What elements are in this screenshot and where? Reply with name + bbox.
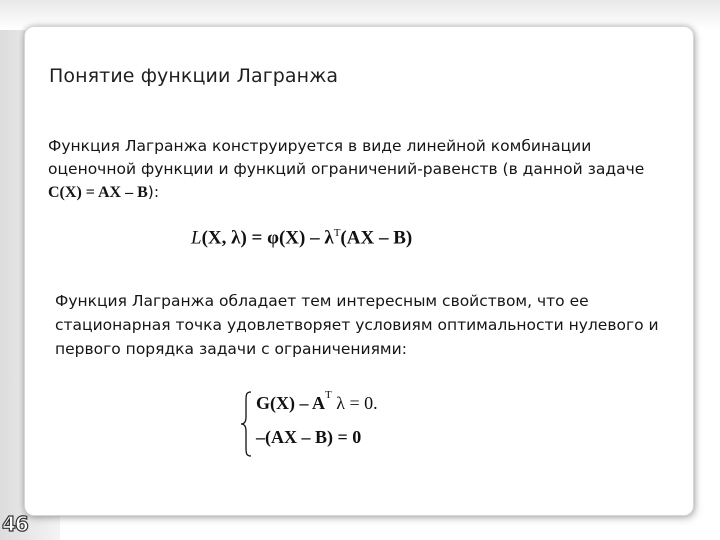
system-row-1-right: λ = 0. (336, 393, 378, 413)
system-row-2 (256, 427, 361, 448)
system-row-1-sup: T (325, 389, 332, 401)
paragraph-line: Функция Лагранжа конструируется в виде линейной комбинации (48, 137, 592, 155)
optimality-conditions-system (240, 389, 460, 461)
paragraph-stationary-point (55, 289, 695, 361)
system-row-1 (256, 389, 378, 414)
formula-tail: (AX – B) (340, 227, 413, 249)
paragraph-line: стационарная точка удовлетворяет условиям оптимальности нулевого и (55, 316, 659, 334)
system-row-1-left: G(X) – A (256, 393, 325, 413)
paragraph-line-with-math (48, 181, 688, 204)
slide-card (24, 26, 694, 516)
paragraph-line: оценочной функции и функций ограничений-равенств (в данной задаче (48, 160, 645, 178)
paragraph-line: первого порядка задачи с ограничениями: (55, 340, 407, 358)
formula-args: (X, λ) = φ(X) – λ (201, 227, 334, 249)
slide-title: Понятие функции Лагранжа (49, 65, 339, 87)
paragraph-definition (48, 135, 688, 204)
paragraph-line-tail: ): (147, 183, 160, 201)
left-brace-icon (240, 391, 252, 457)
inline-constraint-formula: C(X) = AX – B (48, 184, 148, 201)
paragraph-line: Функция Лагранжа обладает тем интересным свойством, что ее (55, 292, 589, 310)
lagrange-function-formula (191, 227, 412, 249)
formula-transpose-sup: T (333, 227, 341, 239)
formula-L: L (191, 227, 202, 249)
system-row-2-expr: –(AX – B) = 0 (256, 427, 362, 447)
page-number: 46 (2, 512, 28, 536)
